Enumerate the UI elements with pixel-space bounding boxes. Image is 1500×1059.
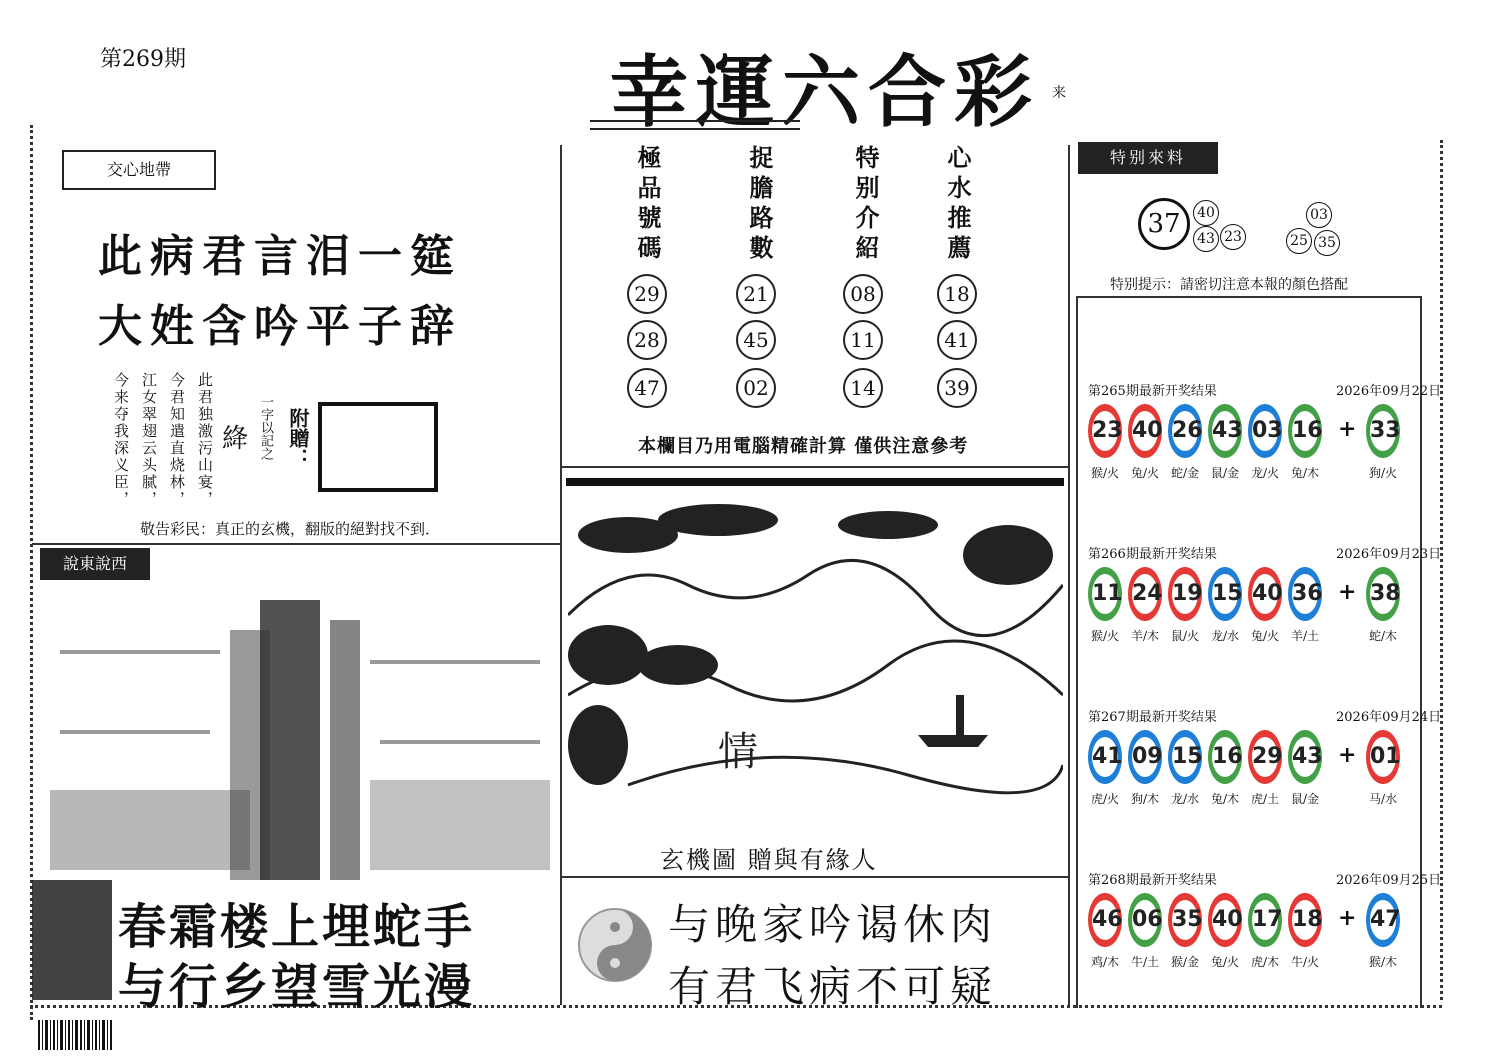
column-heading: 捉膽路數 (745, 145, 774, 265)
divider (562, 466, 1068, 468)
lottery-ball (1128, 730, 1162, 784)
zodiac-label: 蛇/木 (1368, 629, 1398, 643)
gift-note: 一字以記之 (258, 395, 273, 460)
lottery-ball (1248, 567, 1282, 621)
zodiac-label: 羊/土 (1290, 629, 1320, 643)
lottery-ball (1088, 893, 1122, 947)
zodiac-label: 兔/火 (1250, 629, 1280, 643)
ball-number: 41 (1092, 737, 1118, 777)
divider (562, 876, 1068, 878)
ball-number: 16 (1212, 737, 1238, 777)
lottery-ball (1128, 893, 1162, 947)
lottery-ball (1366, 730, 1400, 784)
barcode-icon (38, 1020, 148, 1050)
verse-column: 江女翠翅云头腻， (140, 372, 158, 508)
zodiac-label: 狗/火 (1368, 466, 1398, 480)
gift-character: 絳 (222, 424, 249, 454)
lottery-ball (1128, 404, 1162, 458)
ball-number: 15 (1212, 574, 1238, 614)
verse-column: 今来夺我深义臣， (112, 372, 130, 508)
lottery-ball (1366, 567, 1400, 621)
lottery-ball (1128, 567, 1162, 621)
zodiac-label: 虎/土 (1250, 792, 1280, 806)
column-heading: 心水推薦 (943, 145, 972, 265)
column-heading: 特别介紹 (851, 145, 880, 265)
slogan-line-1: 春霜楼上埋蛇手 (118, 899, 476, 955)
small-number-circle: 25 (1286, 228, 1312, 254)
lottery-ball (1168, 730, 1202, 784)
lottery-ball (1208, 567, 1242, 621)
landscape-painting (568, 495, 1063, 830)
lottery-ball (1208, 730, 1242, 784)
svg-text:情: 情 (718, 729, 758, 775)
riddle-line-1: 此病君言泪一筵 (98, 231, 462, 282)
issue-number: 第269期 (100, 47, 186, 72)
number-circle: 45 (736, 320, 776, 360)
zodiac-label: 猴/火 (1090, 466, 1120, 480)
zodiac-label: 马/水 (1368, 792, 1398, 806)
title-tag: 来 (1052, 85, 1066, 101)
small-number-circle: 03 (1306, 202, 1332, 228)
small-number-circle: 43 (1193, 226, 1219, 252)
number-circle: 18 (937, 274, 977, 314)
calculation-note: 本欄目乃用電腦精確計算 僅供注意參考 (638, 436, 969, 457)
lottery-ball (1248, 730, 1282, 784)
ball-number: 40 (1252, 574, 1278, 614)
result-date: 2026年09月22日 (1336, 384, 1442, 399)
ball-number: 26 (1172, 411, 1198, 451)
result-date: 2026年09月23日 (1336, 547, 1442, 562)
small-number-circle: 40 (1193, 200, 1219, 226)
lottery-ball (1288, 404, 1322, 458)
number-circle: 14 (843, 368, 883, 408)
result-heading: 第265期最新开奖结果 (1088, 384, 1217, 399)
gift-label: 附贈： (286, 408, 310, 468)
number-circle: 21 (736, 274, 776, 314)
lottery-ball (1088, 567, 1122, 621)
ball-number: 40 (1212, 900, 1238, 940)
zodiac-label: 虎/木 (1250, 955, 1280, 969)
ball-number: 06 (1132, 900, 1158, 940)
zodiac-label: 鼠/金 (1290, 792, 1320, 806)
lottery-ball (1208, 893, 1242, 947)
scanned-text-image (40, 590, 555, 880)
poem-line-1: 与晚家吟谒休肉 (668, 900, 998, 949)
zodiac-label: 龙/水 (1170, 792, 1200, 806)
lottery-ball (1168, 404, 1202, 458)
ball-number: 16 (1292, 411, 1318, 451)
result-heading: 第267期最新开奖结果 (1088, 710, 1217, 725)
ball-number: 18 (1292, 900, 1318, 940)
zodiac-label: 牛/火 (1290, 955, 1320, 969)
section-label-heart: 交心地帶 (62, 150, 216, 190)
zodiac-label: 鼠/金 (1210, 466, 1240, 480)
zodiac-label: 兔/火 (1130, 466, 1160, 480)
riddle-line-2: 大姓含吟平子辞 (98, 301, 462, 352)
lottery-ball (1288, 567, 1322, 621)
zodiac-label: 猴/火 (1090, 629, 1120, 643)
number-circle: 11 (843, 320, 883, 360)
zodiac-label: 兔/木 (1290, 466, 1320, 480)
number-circle: 47 (627, 368, 667, 408)
zodiac-label: 兔/火 (1210, 955, 1240, 969)
number-circle: 08 (843, 274, 883, 314)
lottery-ball (1088, 730, 1122, 784)
ball-number: 36 (1292, 574, 1318, 614)
lottery-ball (1366, 404, 1400, 458)
thick-divider (566, 478, 1064, 486)
color-hint: 特别提示：請密切注意本報的顏色搭配 (1110, 277, 1348, 293)
column-heading: 極品號碼 (633, 145, 662, 265)
section-label-dongxi: 說東說西 (40, 548, 150, 580)
ball-number: 38 (1370, 574, 1396, 614)
poem-line-2: 有君飞病不可疑 (668, 962, 998, 1011)
ball-number: 29 (1252, 737, 1278, 777)
ball-number: 33 (1370, 411, 1396, 451)
section-label-special: 特别來料 (1078, 142, 1218, 174)
ball-number: 46 (1092, 900, 1118, 940)
zodiac-label: 虎/火 (1090, 792, 1120, 806)
ball-number: 11 (1092, 574, 1118, 614)
ball-number: 23 (1092, 411, 1118, 451)
ball-number: 17 (1252, 900, 1278, 940)
answer-box (318, 402, 438, 492)
lottery-ball (1168, 893, 1202, 947)
zodiac-label: 牛/土 (1130, 955, 1160, 969)
lottery-ball (1366, 893, 1400, 947)
ball-number: 43 (1212, 411, 1238, 451)
verse-column: 今君知遣直烧林， (168, 372, 186, 508)
number-circle: 29 (627, 274, 667, 314)
small-number-circle: 35 (1314, 230, 1340, 256)
zodiac-label: 猴/木 (1368, 955, 1398, 969)
zodiac-label: 鸡/木 (1090, 955, 1120, 969)
number-circle: 02 (736, 368, 776, 408)
ball-number: 47 (1370, 900, 1396, 940)
notice-text: 敬告彩民：真正的玄機，翻版的絕對找不到． (140, 520, 441, 538)
divider (32, 543, 560, 545)
zodiac-label: 鼠/火 (1170, 629, 1200, 643)
ball-number: 01 (1370, 737, 1396, 777)
ball-number: 15 (1172, 737, 1198, 777)
title-ornament (590, 120, 800, 130)
main-number-circle: 37 (1138, 198, 1190, 250)
ball-number: 35 (1172, 900, 1198, 940)
zodiac-label: 兔/木 (1210, 792, 1240, 806)
ball-number: 43 (1292, 737, 1318, 777)
plus-sign: + (1338, 742, 1357, 768)
zodiac-label: 龙/火 (1250, 466, 1280, 480)
small-number-circle: 23 (1220, 224, 1246, 250)
lottery-ball (1208, 404, 1242, 458)
lottery-ball (1288, 893, 1322, 947)
number-circle: 28 (627, 320, 667, 360)
result-heading: 第268期最新开奖结果 (1088, 873, 1217, 888)
result-date: 2026年09月24日 (1336, 710, 1442, 725)
plus-sign: + (1338, 416, 1357, 442)
ball-number: 19 (1172, 574, 1198, 614)
result-date: 2026年09月25日 (1336, 873, 1442, 888)
number-circle: 39 (937, 368, 977, 408)
zodiac-label: 龙/水 (1210, 629, 1240, 643)
lottery-ball (1288, 730, 1322, 784)
ball-number: 24 (1132, 574, 1158, 614)
page-title: 幸運六合彩 (610, 47, 1041, 138)
zodiac-label: 羊/木 (1130, 629, 1160, 643)
ball-number: 03 (1252, 411, 1278, 451)
divider (1068, 145, 1070, 1005)
zodiac-label: 蛇/金 (1170, 466, 1200, 480)
scanned-image-block (32, 880, 112, 1000)
plus-sign: + (1338, 579, 1357, 605)
number-circle: 41 (937, 320, 977, 360)
lottery-ball (1168, 567, 1202, 621)
zodiac-label: 狗/木 (1130, 792, 1160, 806)
plus-sign: + (1338, 905, 1357, 931)
zodiac-label: 猴/金 (1170, 955, 1200, 969)
slogan-line-2: 与行乡望雪光漫 (118, 959, 476, 1015)
yin-yang-icon (575, 905, 655, 985)
lottery-ball (1248, 404, 1282, 458)
lottery-ball (1248, 893, 1282, 947)
verse-column: 此君独激污山宴， (196, 372, 214, 508)
lottery-ball (1088, 404, 1122, 458)
painting-caption: 玄機圖 贈與有緣人 (660, 846, 878, 874)
ball-number: 09 (1132, 737, 1158, 777)
ball-number: 40 (1132, 411, 1158, 451)
result-heading: 第266期最新开奖结果 (1088, 547, 1217, 562)
